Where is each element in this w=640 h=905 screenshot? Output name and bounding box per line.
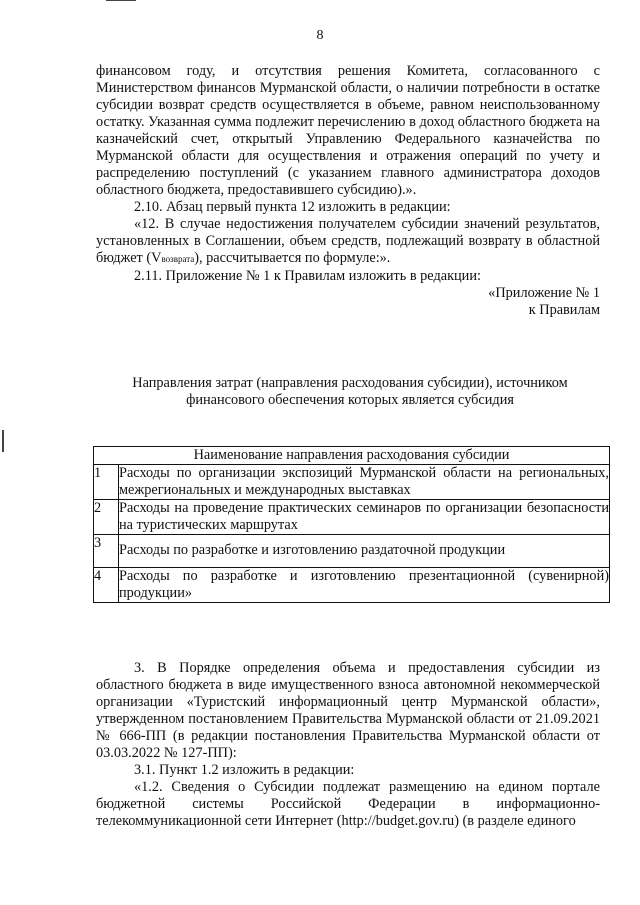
table-row [94,568,610,603]
appendix-label: к Правилам [528,302,600,318]
row-number: 1 [94,465,119,500]
row-text: Расходы по разработке и изготовлению презентационной (сувенирной) продукции» [119,568,609,601]
row-text: Расходы на проведение практических семинаров по организации безопасности на туристических маршрутах [119,500,609,533]
body-text-top [96,63,600,319]
formula-paragraph [96,216,600,268]
paragraph: финансовом году, и отсутствия решения Комитета, согласованного с Министерством финансов Мурманской области, о наличии потребности в остатке субсидии возврат средств осуществляется в объеме, равном неиспользованному остатку. Указанная сумма подлежит перечислению в доход областного бюджета на казначейский счет, открытый Управлению Федерального казначейства по Мурманской области для осуществления и отражения операций по учету и распределению поступлений (с указанием главного администратора доходов областного бюджета, предоставившего субсидию).». [96,63,600,198]
section-title: Направления затрат (направления расходования субсидии), источником финансового обеспечения которых является субсидия [132,375,568,408]
paragraph: 3.1. Пункт 1.2 изложить в редакции: [134,762,355,778]
formula-subscript: возврата [161,254,195,264]
row-text: Расходы по организации экспозиций Мурманской области на региональных, межрегиональных и международных выставках [119,465,609,498]
table-header-cell: Наименование направления расходования субсидии [94,447,610,465]
body-text-bottom [96,660,600,830]
scan-artifact-mark [2,430,4,452]
row-number: 2 [94,500,119,535]
table-row [94,500,610,535]
row-number: 3 [94,535,119,568]
row-number: 4 [94,568,119,603]
paragraph: 3. В Порядке определения объема и предоставления субсидии из областного бюджета в виде имущественного взноса автономной некоммерческой организации «Туристский информационный центр Мурманской области», утвержденном постановлением Правительства Мурманской области от 21.09.2021 № 666-ПП (в редакции постановления Правительства Мурманской области от 03.03.2022 № 127-ПП): [96,660,600,761]
row-text: Расходы по разработке и изготовлению раздаточной продукции [119,535,610,568]
table-header-row [94,447,610,465]
formula-text: «12. В случае недостижения получателем субсидии значений результатов, установленных в Соглашении, объем средств, подлежащий возврату в областной бюджет (V [96,216,600,266]
table-row [94,535,610,568]
formula-text: ), рассчитывается по формуле:». [194,250,391,266]
paragraph: 2.11. Приложение № 1 к Правилам изложить в редакции: [134,268,481,284]
table-row [94,465,610,500]
paragraph: «1.2. Сведения о Субсидии подлежат размещению на едином портале бюджетной системы Российской Федерации в информационно-телекоммуникационной сети Интернет (http://budget.gov.ru) (в разделе единого [96,779,600,829]
expenses-table [93,446,610,603]
page-number: 8 [316,28,324,43]
scan-artifact-mark [106,0,136,1]
paragraph: 2.10. Абзац первый пункта 12 изложить в редакции: [134,199,451,215]
appendix-label: «Приложение № 1 [488,285,600,301]
